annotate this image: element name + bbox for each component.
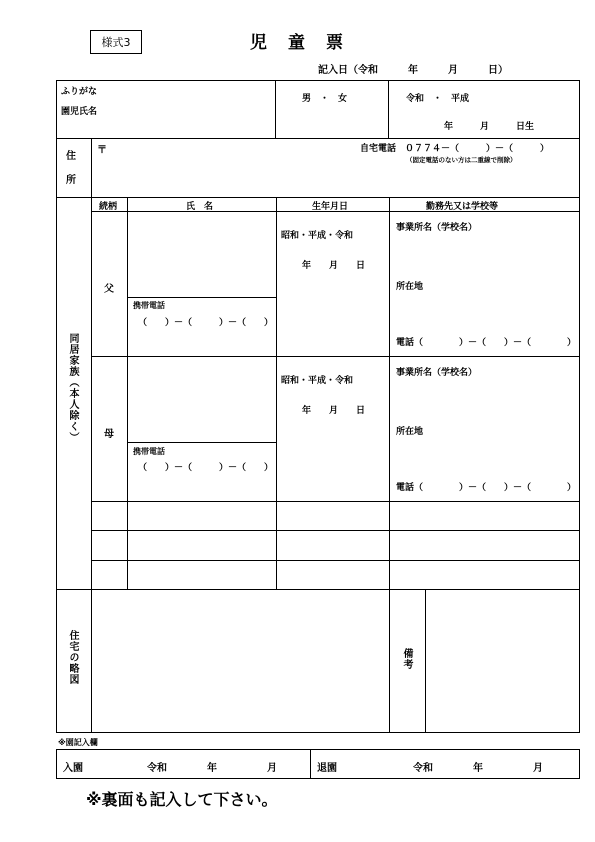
home-phone-note: （固定電話のない方は二重線で削除） [406,156,517,164]
father-mobile-field[interactable]: （ ）－（ ）－（ ） [138,318,274,328]
family-row-extra-2[interactable] [93,532,578,558]
form-code: 様式3 [101,36,131,49]
father-birth-date[interactable]: 年 月 日 [302,261,366,271]
child-name-label: 園児氏名 [61,107,98,117]
postal-mark: 〒 [97,145,107,156]
father-mobile-label: 携帯電話 [133,301,165,310]
house-map-label: 住宅の略図 [67,630,78,685]
mother-mobile-label: 携帯電話 [133,447,165,456]
address-field[interactable] [110,142,350,192]
mother-label: 母 [104,429,114,440]
form-code-box [90,30,142,54]
father-birth-era[interactable]: 昭和・平成・令和 [281,231,354,241]
mother-mobile-field[interactable]: （ ）－（ ）－（ ） [138,463,274,473]
header-workplace: 勤務先又は学校等 [426,202,499,212]
entry-date: 記入日（令和 年 月 日） [318,65,508,76]
leave-date[interactable]: 令和 年 月 [413,763,543,774]
mother-birth-era[interactable]: 昭和・平成・令和 [281,376,354,386]
house-map-area[interactable] [94,592,386,730]
header-relation: 続柄 [99,202,118,212]
home-phone[interactable]: 自宅電話 ０７７４－（ ）－（ ） [360,144,550,154]
remarks-label: 備考 [401,648,412,670]
remarks-area[interactable] [428,592,577,730]
furigana-label: ふりがな [61,87,98,97]
enter-date[interactable]: 令和 年 月 [147,763,277,774]
mother-birth-date[interactable]: 年 月 日 [302,406,366,416]
father-workplace[interactable]: 事業所名（学校名） [396,223,478,233]
father-label: 父 [104,284,114,295]
family-row-extra-1[interactable] [93,503,578,528]
child-name-field[interactable] [115,100,270,134]
page-title: 児 童 票 [250,33,345,53]
child-birth-era[interactable]: 令和 ・ 平成 [406,94,470,104]
mother-work-phone[interactable]: 電話（ ）－（ ）－（ ） [396,483,577,493]
footer-note: ※裏面も記入して下さい。 [86,790,278,809]
family-side-label: 同居家族（本人除く） [67,333,78,443]
child-birth-date[interactable]: 年 月 日生 [444,122,535,132]
father-work-phone[interactable]: 電話（ ）－（ ）－（ ） [396,338,577,348]
mother-name-field[interactable] [130,359,273,439]
admin-label: ※園記入欄 [58,738,98,747]
leave-label: 退園 [317,763,337,774]
gender-choice[interactable]: 男 ・ 女 [302,94,348,104]
header-name: 氏 名 [186,202,214,212]
header-birthdate: 生年月日 [312,202,349,212]
father-location[interactable]: 所在地 [396,282,424,292]
father-name-field[interactable] [130,214,273,294]
enter-label: 入園 [63,763,83,774]
address-label: 住 所 [66,151,86,186]
family-row-extra-3[interactable] [93,562,578,587]
mother-workplace[interactable]: 事業所名（学校名） [396,368,478,378]
mother-location[interactable]: 所在地 [396,427,424,437]
